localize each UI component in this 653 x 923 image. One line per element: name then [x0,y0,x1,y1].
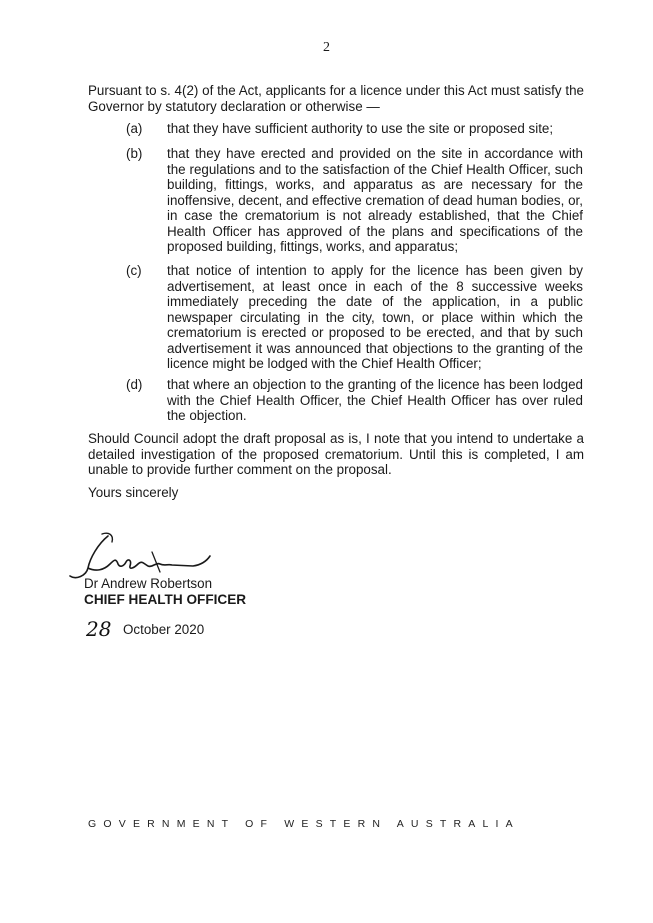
condition-d-text: that where an objection to the granting of the licence has been lodged with the Chief Health Officer, the Chief Health Officer has over ruled the objection. [167,377,583,423]
closing-paragraph: Should Council adopt the draft proposal as is, I note that you intend to undertake a detailed investigation of the proposed crematorium. Until this is completed, I am unable to provide further comment on the proposal. [88,431,584,477]
condition-b-label: (b) [126,146,143,161]
date-month-year: October 2020 [123,622,205,637]
intro-paragraph: Pursuant to s. 4(2) of the Act, applicants for a licence under this Act must satisfy the Governor by statutory declaration or otherwise — [88,83,584,114]
signatory-title: CHIEF HEALTH OFFICER [84,592,247,607]
condition-a-label: (a) [126,121,143,136]
condition-c-text: that notice of intention to apply for the licence has been given by advertisement, at least once in each of the 8 successive weeks immediately preceding the date of the application, in a public newspaper circulating in the city, town, or place within which the crematorium is erected or proposed to be erected, and that by such advertisement it was announced that objections to the granting of the licence might be lodged with the Chief Health Officer; [167,263,583,371]
condition-a-text: that they have sufficient authority to use the site or proposed site; [167,121,554,136]
condition-c-label: (c) [126,263,142,278]
page-number: 2 [323,40,330,55]
condition-d-label: (d) [126,377,143,392]
sign-off: Yours sincerely [88,485,179,500]
footer-government-banner: GOVERNMENT OF WESTERN AUSTRALIA [88,818,520,830]
handwritten-signature [68,528,218,583]
condition-b-text: that they have erected and provided on the site in accordance with the regulations and to the satisfaction of the Chief Health Officer, such building, fittings, works, and apparatus as are necessary for the inoffensive, decent, and effective cremation of dead human bodies, or, in case the crematorium is not already established, that the Chief Health Officer has approved of the plans and specifications of the proposed building, fittings, works, and apparatus; [167,146,583,254]
date-day-handwritten: 28 [86,617,112,641]
signatory-name: Dr Andrew Robertson [84,576,213,591]
